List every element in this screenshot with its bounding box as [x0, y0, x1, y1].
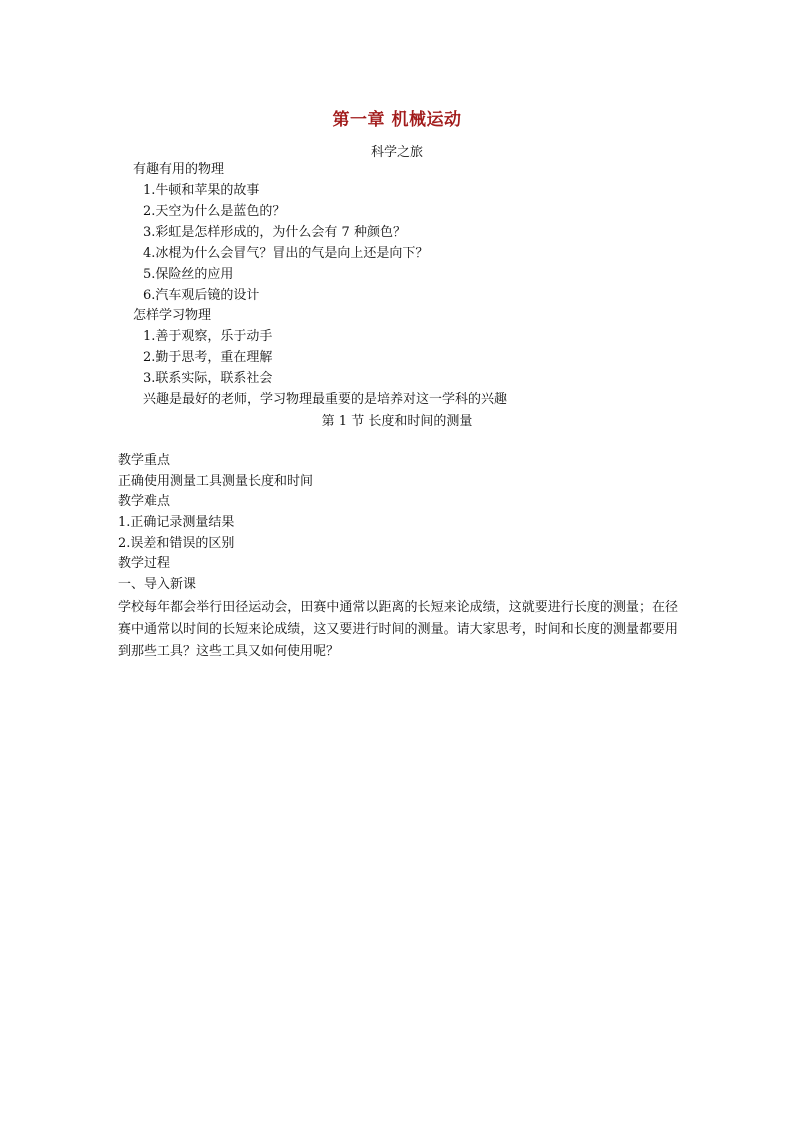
key-points-heading: 教学重点	[118, 453, 171, 468]
list-item: 2.误差和错误的区别	[118, 535, 235, 551]
section-title: 第 1 节 长度和时间的测量	[321, 414, 473, 429]
list-item: 1.牛顿和苹果的故事	[143, 183, 260, 198]
list-item: 5.保险丝的应用	[143, 267, 234, 282]
intro-closing: 兴趣是最好的老师，学习物理最重要的是培养对这一学科的兴趣	[143, 392, 508, 407]
step1-paragraph: 学校每年都会举行田径运动会，田赛中通常以距离的长短来论成绩，这就要进行长度的测量；在径赛中通常以时间的长短来论成绩，这又要进行时间的测量。请大家思考，时间和长度的测量都要用到那些工具？这些工具又如何使用呢？	[118, 600, 678, 659]
list-item: 2.勤于思考，重在理解	[143, 350, 273, 365]
howto-heading: 怎样学习物理	[133, 308, 212, 323]
list-item: 1.善于观察，乐于动手	[143, 329, 273, 344]
list-item: 6.汽车观后镜的设计	[143, 288, 260, 303]
step1-heading: 一、导入新课	[118, 577, 197, 593]
intro-subtitle: 科学之旅	[370, 145, 423, 160]
interesting-heading: 有趣有用的物理	[133, 162, 225, 177]
list-item: 4.冰棍为什么会冒气？冒出的气是向上还是向下？	[143, 246, 429, 261]
list-item: 1.正确记录测量结果	[118, 515, 235, 531]
list-item: 3.彩虹是怎样形成的，为什么会有 7 种颜色？	[143, 225, 406, 240]
lesson-plan	[118, 451, 676, 596]
list-item: 2.天空为什么是蓝色的？	[143, 204, 286, 219]
key-points-text: 正确使用测量工具测量长度和时间	[118, 473, 314, 489]
chapter-title: 第一章 机械运动	[332, 110, 462, 130]
difficulties-heading: 教学难点	[118, 494, 171, 510]
list-item: 3.联系实际，联系社会	[143, 371, 273, 386]
process-heading: 教学过程	[118, 556, 171, 572]
